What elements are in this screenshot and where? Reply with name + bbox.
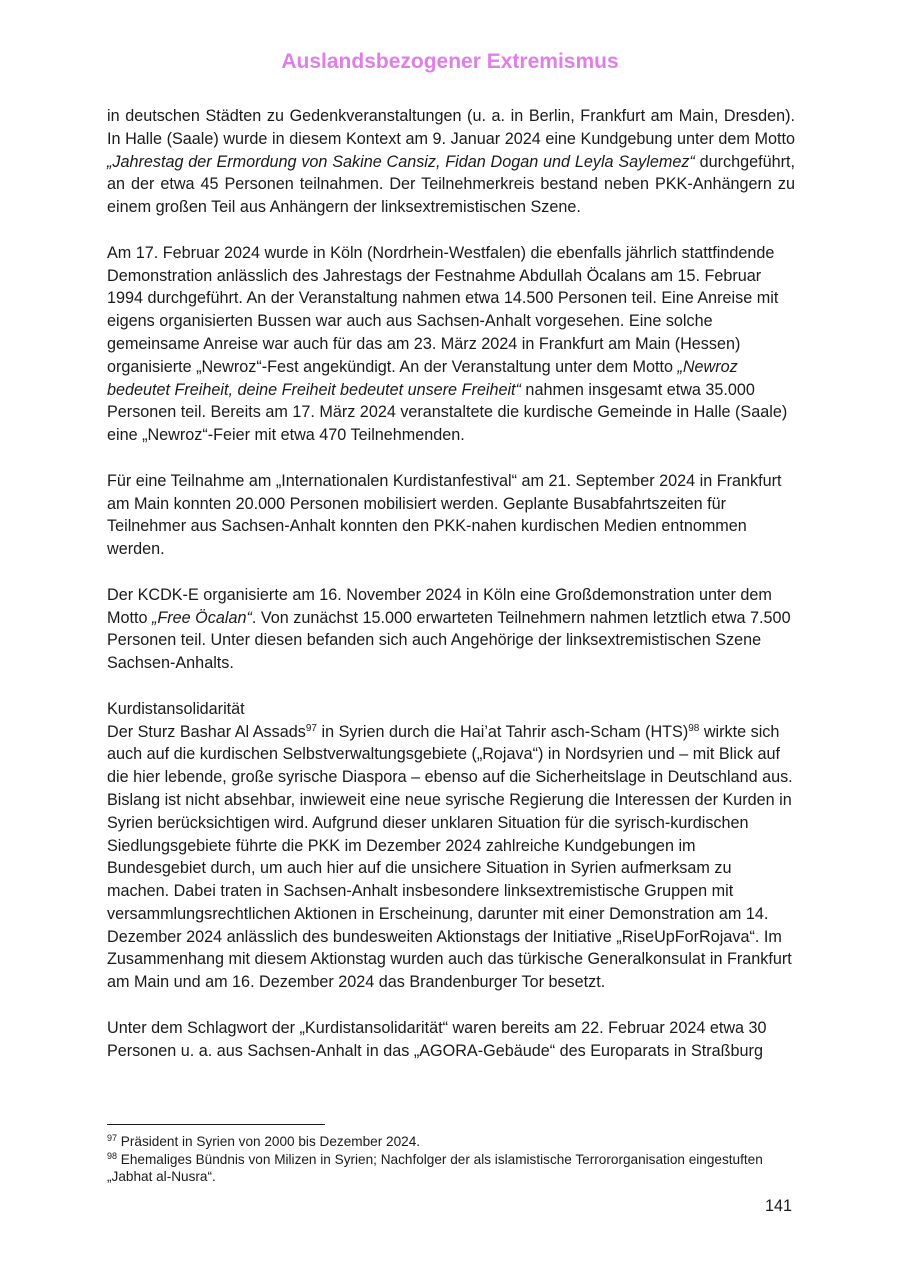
paragraph-1: in deutschen Städten zu Gedenkveranstaltungen (u. a. in Berlin, Frankfurt am Main, Dresden). In Halle (Saale) wurde in diesem Kontext am 9. Januar 2024 eine Kundgebung unter dem Motto „Jahrestag der Ermordung von Sakine Cansiz, Fidan Dogan und Leyla Saylemez“ durchgeführt, an der etwa 45 Personen teilnahmen. Der Teilnehmerkreis bestand neben PKK-Anhängern zu einem großen Teil aus Anhängern der linksextremistischen Szene. [107, 107, 795, 217]
motto-2: „Newroz bedeutet Freiheit, deine Freiheit bedeutet unsere Freiheit“ [107, 357, 738, 399]
motto-3: „Free Öcalan“ [151, 608, 252, 627]
footnote-ref-97[interactable]: 97 [305, 722, 317, 734]
header-title: Auslandsbezogener Extremismus [281, 50, 619, 73]
paragraph-5: Der Sturz Bashar Al Assads$^{97}$ in Syrien durch die Hai’at Tahrir asch-Scham (HTS)$^{98}$ wirkte sich auch auf die kurdischen Selbstverwaltungsgebiete („Rojava“) in Nordsyrien und – mit Blick auf die hier lebende, große syrische Diaspora – ebenso auf die Sicherheitslage in Deutschland aus. Bislang ist nicht absehbar, inwieweit eine neue syrische Regierung die Interessen der Kurden in Syrien berücksichtigen wird. Aufgrund dieser unklaren Situation für die syrisch-kurdischen Siedlungsgebiete führte die PKK im Dezember 2024 zahlreiche Kundgebungen im Bundesgebiet durch, um auch hier auf die unsichere Situation in Syrien aufmerksam zu machen. Dabei traten in Sachsen-Anhalt insbesondere linksextremistische Gruppen mit versammlungsrechtlichen Aktionen in Erscheinung, darunter mit einer Demonstration am 14. Dezember 2024 anlässlich des bundesweiten Aktionstags der Initiative „RiseUpForRojava“. Im Zusammenhang mit diesem Aktionstag wurden auch das türkische Generalkonsulat in Frankfurt am Main und am 16. Dezember 2024 das Brandenburger Tor besetzt. [107, 722, 793, 992]
motto-1: „Jahrestag der Ermordung von Sakine Cansiz, Fidan Dogan und Leyla Saylemez“ [107, 152, 695, 171]
page-header [0, 50, 900, 74]
section-heading: Kurdistansolidarität [107, 699, 245, 718]
footnote-98: $^{98}$ Ehemaliges Bündnis von Milizen in Syrien; Nachfolger der als islamistische Terrororganisation eingestuften „Jabhat al-Nusra“. [107, 1150, 763, 1184]
footnote-divider [107, 1124, 325, 1125]
paragraph-6: Unter dem Schlagwort der „Kurdistansolidarität“ waren bereits am 22. Februar 2024 etwa 30 Personen u. a. aus Sachsen-Anhalt in das „AGORA-Gebäude“ des Europarats in Straßburg [107, 1018, 767, 1060]
paragraph-4: Der KCDK-E organisierte am 16. November 2024 in Köln eine Großdemonstration unter dem Motto „Free Öcalan“. Von zunächst 15.000 erwarteten Teilnehmern nahmen letztlich etwa 7.500 Personen teil. Unter diesen befanden sich auch Angehörige der linksextremistischen Szene Sachsen-Anhalts. [107, 585, 791, 673]
main-text [107, 105, 795, 1062]
paragraph-3: Für eine Teilnahme am „Internationalen Kurdistanfestival“ am 21. September 2024 in Frankfurt am Main konnten 20.000 Personen mobilisiert werden. Geplante Busabfahrtszeiten für Teilnehmer aus Sachsen-Anhalt konnten den PKK-nahen kurdischen Medien entnommen werden. [107, 471, 782, 559]
footnote-ref-98[interactable]: 98 [688, 722, 700, 734]
paragraph-2: Am 17. Februar 2024 wurde in Köln (Nordrhein-Westfalen) die ebenfalls jährlich stattfindende Demonstration anlässlich des Jahrestags der Festnahme Abdullah Öcalans am 15. Februar 1994 durchgeführt. An der Veranstaltung nahmen etwa 14.500 Personen teil. Eine Anreise mit eigens organisierten Bussen war auch aus Sachsen-Anhalt vorgesehen. Eine solche gemeinsame Anreise war auch für das am 23. März 2024 in Frankfurt am Main (Hessen) organisierte „Newroz“-Fest angekündigt. An der Veranstaltung unter dem Motto „Newroz bedeutet Freiheit, deine Freiheit bedeutet unsere Freiheit“ nahmen insgesamt etwa 35.000 Personen teil. Bereits am 17. März 2024 veranstaltete die kurdische Gemeinde in Halle (Saale) eine „Newroz“-Feier mit etwa 470 Teilnehmenden. [107, 243, 788, 445]
footnote-97: $^{97}$ Präsident in Syrien von 2000 bis Dezember 2024. [107, 1133, 421, 1149]
footnotes [107, 1133, 795, 1186]
page-number: 141 [764, 1197, 792, 1215]
